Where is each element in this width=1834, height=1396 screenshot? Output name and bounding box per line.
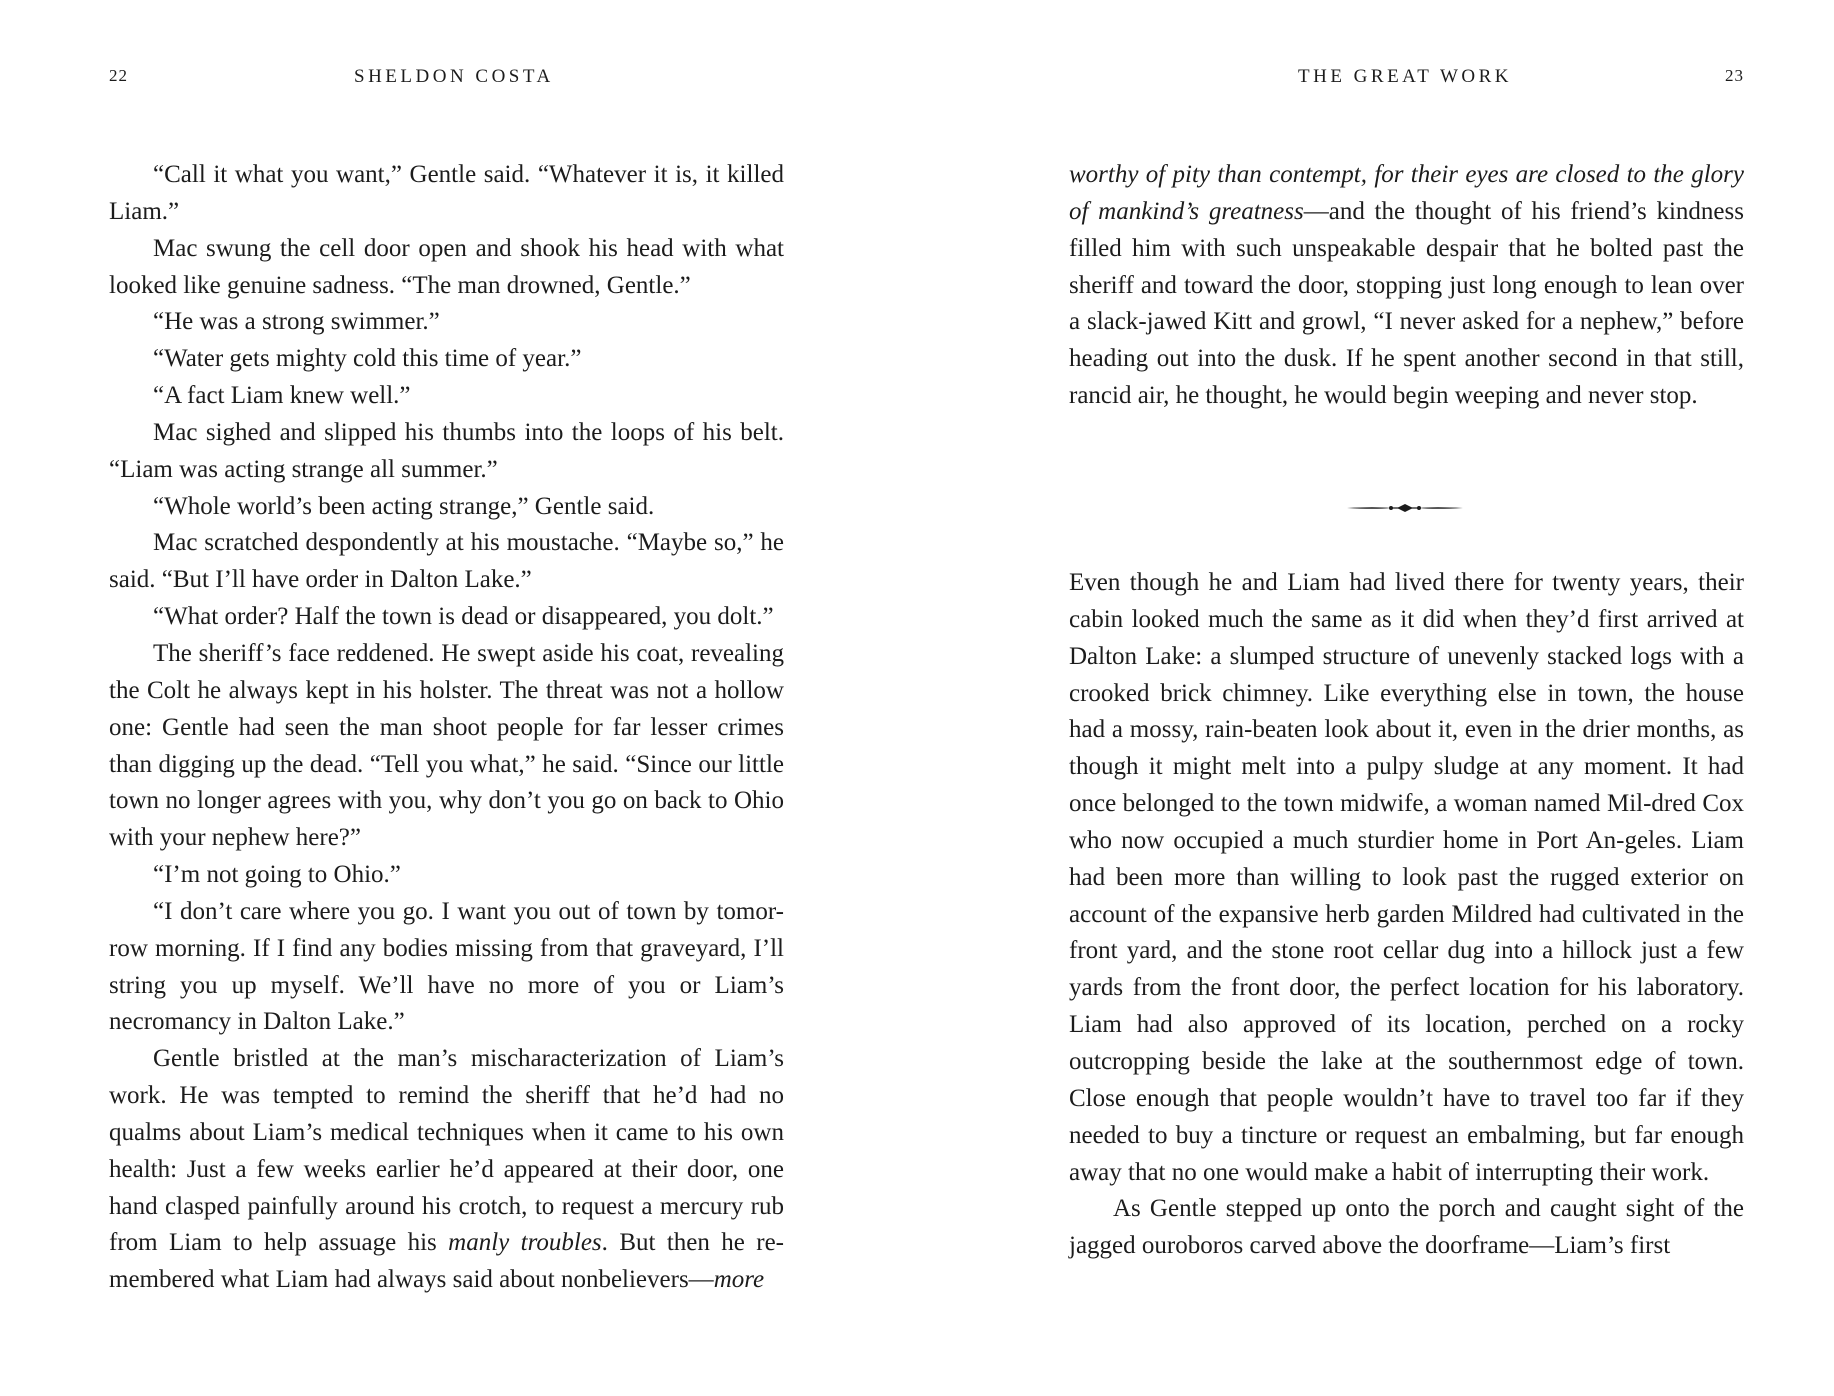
paragraph: “Water gets mighty cold this time of year.” xyxy=(153,345,582,373)
paragraph-text: Gentle bristled at the man’s mischaracterization of Liam’s work. He was tempted to remind the sheriff that he’d had no qualms about Liam’s medical techniques when it came to his own health: Just a few weeks earlier he’d appeared at their door, one hand clasped painfully around his crotch, to request a mercury rub from Liam to help assuage his xyxy=(109,1045,784,1257)
page-number-right: 23 xyxy=(1725,66,1744,85)
left-body-text xyxy=(109,157,784,1299)
paragraph: As Gentle stepped up onto the porch and caught sight of the jagged ouroboros carved above the doorframe—Liam’s first xyxy=(1069,1195,1744,1260)
paragraph: “I don’t care where you go. I want you out of town by tomor-row morning. If I find any bodies missing from that graveyard, I’ll string you up myself. We’ll have no more of you or Liam’s necromancy in Dalton Lake.” xyxy=(109,897,784,1036)
paragraph: The sheriff’s face reddened. He swept aside his coat, revealing the Colt he always kept in his holster. The threat was not a hollow one: Gentle had seen the man shoot people for far lesser crimes than digging up the dead. “Tell you what,” he said. “Since our little town no longer agrees with you, why don’t you go on back to Ohio with your nephew here?” xyxy=(109,639,784,852)
paragraph-text: —and the thought of his friend’s kindness filled him with such unspeakable despair that he bolted past the sheriff and toward the door, stopping just long enough to lean over a slack-jawed Kitt and growl, “I never asked for a nephew,” before heading out into the dusk. If he spent another second in that still, rancid air, he thought, he would begin weeping and never stop. xyxy=(1069,197,1744,410)
left-page xyxy=(109,0,784,1396)
paragraph: “I’m not going to Ohio.” xyxy=(153,861,401,889)
paragraph: “He was a strong swimmer.” xyxy=(153,308,440,336)
paragraph-continued xyxy=(1069,157,1744,415)
italic-text: more xyxy=(713,1266,765,1294)
paragraph: Mac scratched despondently at his moustache. “Maybe so,” he said. “But I’ll have order in Dalton Lake.” xyxy=(109,529,784,594)
paragraph: “A fact Liam knew well.” xyxy=(153,382,411,410)
title-running-head: THE GREAT WORK xyxy=(1298,66,1513,87)
author-running-head: SHELDON COSTA xyxy=(354,66,554,87)
paragraph-last xyxy=(109,1041,784,1299)
paragraph: Mac swung the cell door open and shook his head with what looked like genuine sadness. “The man drowned, Gentle.” xyxy=(109,234,784,299)
paragraph: “Whole world’s been acting strange,” Gentle said. xyxy=(153,492,655,520)
paragraph: Even though he and Liam had lived there for twenty years, their cabin looked much the same as it did when they’d first arrived at Dalton Lake: a slumped structure of unevenly stacked logs with a crooked brick chimney. Like everything else in town, the house had a mossy, rain-beaten look about it, even in the drier months, as though it might melt into a pulpy sludge at any moment. It had once belonged to the town midwife, a woman named Mil-dred Cox who now occupied a much sturdier home in Port An-geles. Liam had been more than willing to look past the rugged exterior on account of the expansive herb garden Mildred had cultivated in the front yard, and the stone root cellar dug into a hillock just a few yards from the front door, the perfect location for his laboratory. Liam had also approved of its location, perched on a rocky outcropping beside the lake at the southernmost edge of town. Close enough that people wouldn’t have to travel too far if they needed to buy a tincture or request an embalming, but far enough away that no one would make a habit of interrupting their work. xyxy=(1069,569,1744,1186)
right-page xyxy=(1069,0,1744,1396)
page-number-left: 22 xyxy=(109,66,128,85)
right-body-text-bottom xyxy=(1069,565,1744,1265)
left-running-head xyxy=(109,66,784,92)
right-running-head xyxy=(1069,66,1744,92)
paragraph-text: . But then he re-membered what Liam had always said about nonbelievers— xyxy=(109,1229,785,1294)
paragraph: “Call it what you want,” Gentle said. “Whatever it is, it killed Liam.” xyxy=(109,161,784,225)
paragraph: Mac sighed and slipped his thumbs into the loops of his belt. “Liam was acting strange all summer.” xyxy=(109,418,784,483)
italic-text: worthy of pity than contempt, for their eyes are closed to the glory of mankind’s greatness xyxy=(1069,161,1744,225)
section-break-ornament-icon xyxy=(1345,501,1465,515)
italic-text: manly troubles xyxy=(448,1229,602,1257)
paragraph: “What order? Half the town is dead or disappeared, you dolt.” xyxy=(153,603,774,631)
right-body-text-top xyxy=(1069,157,1744,415)
